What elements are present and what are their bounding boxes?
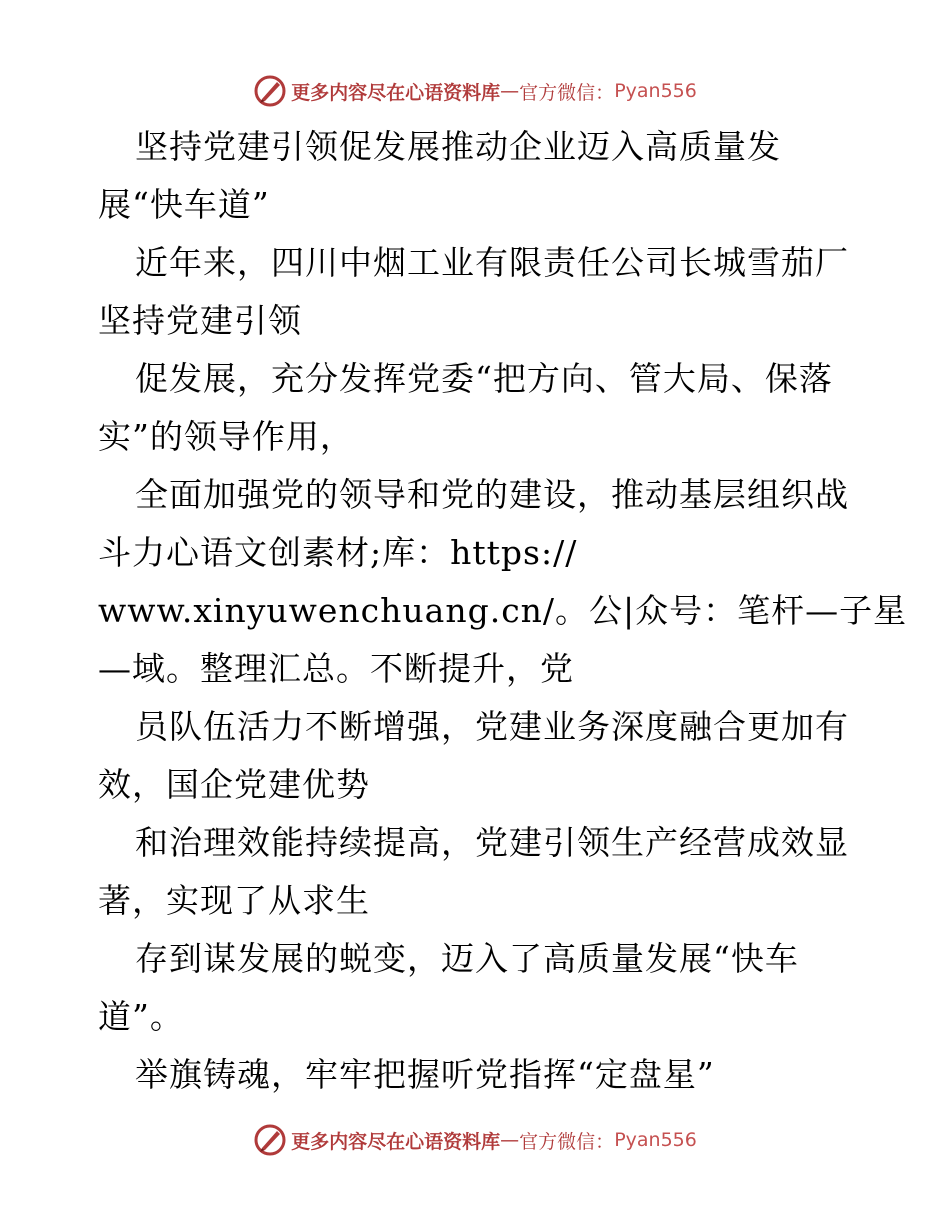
banner-slogan: 更多内容尽在心语资料库: [291, 81, 501, 104]
banner-wechat-id: Pyan556: [614, 1129, 697, 1151]
paragraph-line: 著，实现了从求生: [98, 881, 370, 920]
banner-separator: —: [500, 1129, 520, 1151]
paragraph-line: 近年来，四川中烟工业有限责任公司长城雪茄厂: [135, 243, 849, 282]
banner-wechat-label: 官方微信：: [519, 81, 615, 104]
paragraph-line: www.xinyuwenchuang.cn/。公|众号：笔杆—子星: [98, 591, 908, 630]
footer-banner: [0, 1120, 950, 1160]
paragraph-line: 员队伍活力不断增强，党建业务深度融合更加有: [135, 707, 849, 746]
quill-pen-logo-icon: [253, 74, 287, 108]
banner-wechat-label: 官方微信：: [519, 1130, 615, 1153]
paragraph-line: 道”。: [98, 997, 184, 1036]
document-title-line-2: 展“快车道”: [98, 185, 270, 224]
paragraph-line: 效，国企党建优势: [98, 765, 370, 804]
header-banner: [0, 71, 950, 111]
document-title-line-1: 坚持党建引领促发展推动企业迈入高质量发: [135, 127, 781, 166]
paragraph-line: 全面加强党的领导和党的建设，推动基层组织战: [135, 475, 849, 514]
paragraph-line: 实”的领导作用，: [98, 417, 354, 456]
paragraph-line: 坚持党建引领: [98, 301, 302, 340]
paragraph-line: 斗力心语文创素材;库：https://: [98, 533, 578, 572]
banner-slogan: 更多内容尽在心语资料库: [291, 1130, 501, 1153]
paragraph-line: 存到谋发展的蜕变，迈入了高质量发展“快车: [135, 939, 799, 978]
quill-pen-logo-icon: [253, 1123, 287, 1157]
section-heading: 举旗铸魂，牢牢把握听党指挥“定盘星”: [135, 1055, 715, 1094]
paragraph-line: 和治理效能持续提高，党建引领生产经营成效显: [135, 823, 849, 862]
banner-wechat-id: Pyan556: [614, 80, 697, 102]
paragraph-line: —域。整理汇总。不断提升，党: [98, 649, 574, 688]
paragraph-line: 促发展，充分发挥党委“把方向、管大局、保落: [135, 359, 833, 398]
banner-separator: —: [500, 80, 520, 102]
document-body: [98, 118, 908, 1104]
